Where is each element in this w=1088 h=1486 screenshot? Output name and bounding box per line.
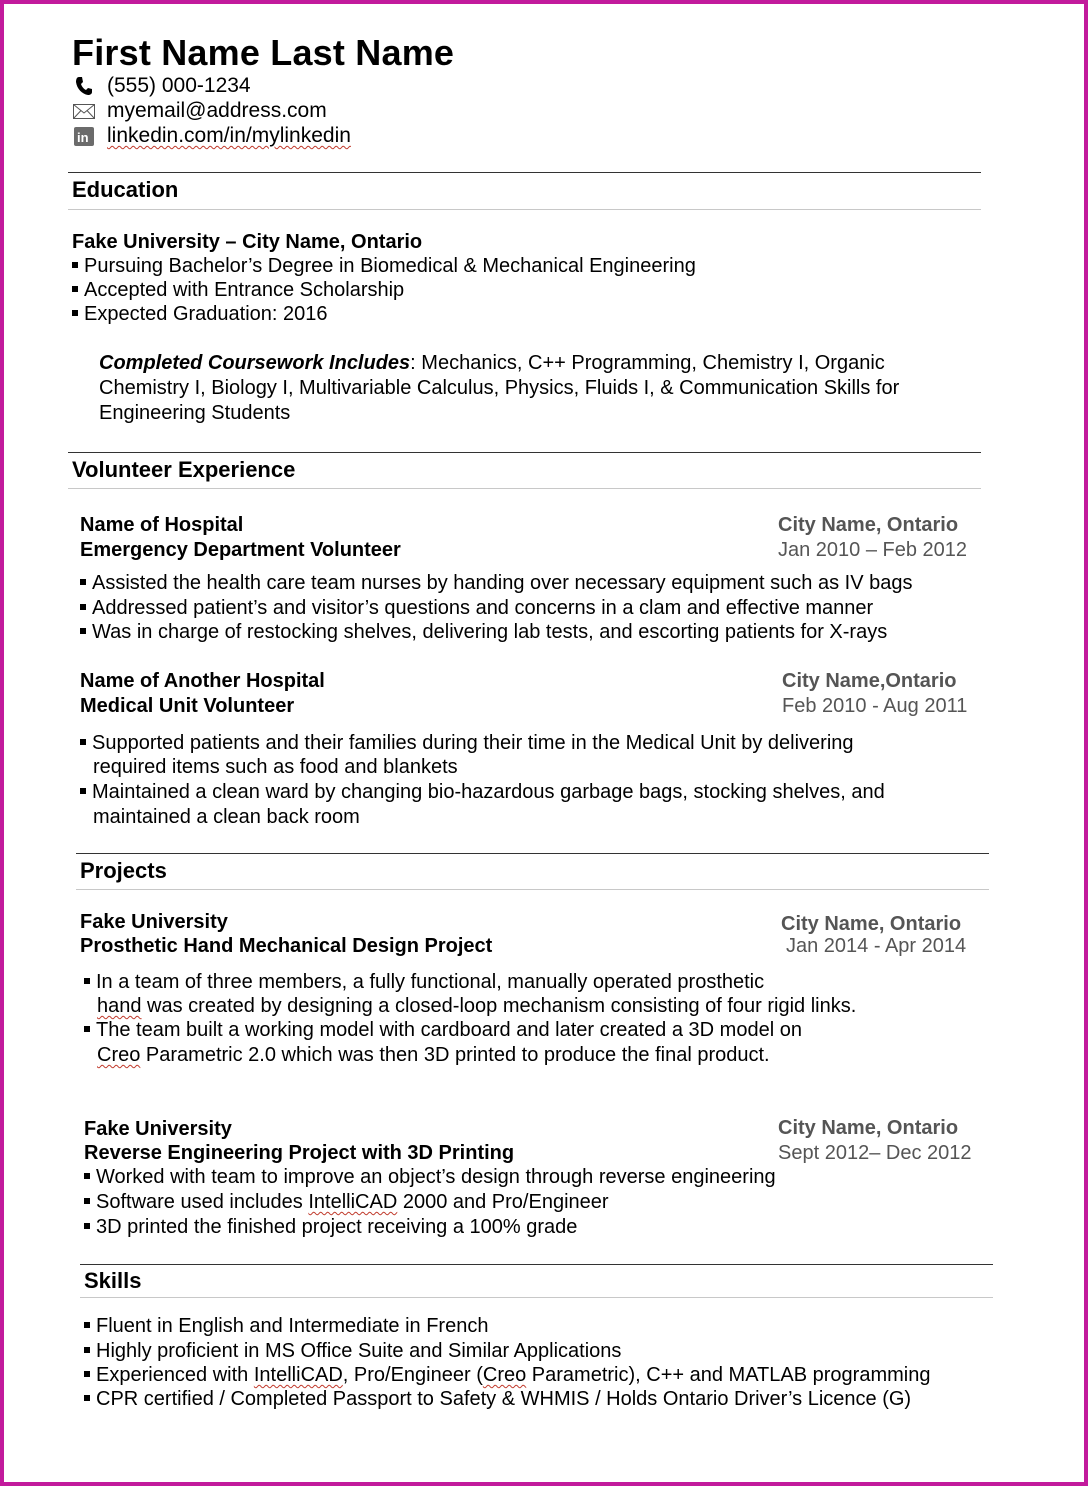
divider bbox=[68, 209, 981, 210]
list-item: Pursuing Bachelor’s Degree in Biomedical & Mechanical Engineering bbox=[72, 255, 696, 278]
job-org: Name of Hospital bbox=[80, 514, 244, 536]
list-item: Accepted with Entrance Scholarship bbox=[72, 279, 404, 302]
project-name: Prosthetic Hand Mechanical Design Project bbox=[80, 935, 493, 957]
job-role: Medical Unit Volunteer bbox=[80, 695, 295, 717]
project-org: Fake University bbox=[84, 1118, 232, 1140]
divider bbox=[80, 1264, 993, 1265]
skills-title: Skills bbox=[84, 1268, 142, 1293]
list-item: 3D printed the finished project receiving a 100% grade bbox=[84, 1216, 577, 1239]
project-location: City Name, Ontario bbox=[781, 913, 962, 935]
education-title: Education bbox=[72, 177, 179, 202]
list-item: Addressed patient’s and visitor’s questions and concerns in a clam and effective manner bbox=[80, 597, 873, 620]
job-dates: Jan 2010 – Feb 2012 bbox=[778, 539, 968, 561]
job-org: Name of Another Hospital bbox=[80, 670, 325, 692]
mail-icon bbox=[72, 101, 96, 121]
linkedin-icon bbox=[72, 126, 96, 146]
email-text[interactable]: myemail@address.com bbox=[107, 99, 327, 122]
list-item: Experienced with IntelliCAD, Pro/Engineer (Creo Parametric), C++ and MATLAB programming bbox=[84, 1364, 930, 1387]
list-item-cont: hand was created by designing a closed-loop mechanism consisting of four rigid links. bbox=[97, 995, 857, 1017]
divider bbox=[76, 853, 989, 854]
phone-text: (555) 000-1234 bbox=[107, 74, 251, 97]
job-location: City Name, Ontario bbox=[778, 514, 959, 536]
linkedin-text[interactable]: linkedin.com/in/mylinkedin bbox=[107, 124, 351, 147]
list-item-cont: required items such as food and blankets bbox=[93, 756, 458, 778]
projects-title: Projects bbox=[80, 858, 167, 883]
education-school: Fake University – City Name, Ontario bbox=[72, 231, 423, 253]
project-location: City Name, Ontario bbox=[778, 1117, 959, 1139]
list-item: The team built a working model with cardboard and later created a 3D model on bbox=[84, 1019, 802, 1042]
divider bbox=[68, 488, 981, 489]
list-item: Assisted the health care team nurses by handing over necessary equipment such as IV bags bbox=[80, 572, 912, 595]
volunteer-title: Volunteer Experience bbox=[72, 457, 296, 482]
list-item-cont: Creo Parametric 2.0 which was then 3D printed to produce the final product. bbox=[97, 1044, 770, 1066]
project-name: Reverse Engineering Project with 3D Printing bbox=[84, 1142, 515, 1164]
list-item: Worked with team to improve an object’s design through reverse engineering bbox=[84, 1166, 776, 1189]
list-item: Highly proficient in MS Office Suite and Similar Applications bbox=[84, 1340, 621, 1363]
coursework-line: Completed Coursework Includes: Mechanics, C++ Programming, Chemistry I, Organic bbox=[99, 352, 885, 374]
project-dates: Sept 2012– Dec 2012 bbox=[778, 1142, 972, 1164]
list-item: Expected Graduation: 2016 bbox=[72, 303, 328, 326]
divider bbox=[76, 889, 989, 890]
job-location: City Name,Ontario bbox=[782, 670, 957, 692]
coursework-line: Chemistry I, Biology I, Multivariable Calculus, Physics, Fluids I, & Communication Skills for bbox=[99, 377, 900, 399]
linkedin-row bbox=[72, 124, 351, 148]
list-item-cont: maintained a clean back room bbox=[93, 806, 360, 828]
list-item: In a team of three members, a fully functional, manually operated prosthetic bbox=[84, 971, 764, 994]
list-item: Supported patients and their families during their time in the Medical Unit by delivering bbox=[80, 732, 854, 755]
job-role: Emergency Department Volunteer bbox=[80, 539, 401, 561]
phone-row bbox=[72, 74, 251, 98]
list-item: Maintained a clean ward by changing bio-hazardous garbage bags, stocking shelves, and bbox=[80, 781, 885, 804]
svg-text:in: in bbox=[77, 129, 89, 145]
coursework-line: Engineering Students bbox=[99, 402, 291, 424]
candidate-name: First Name Last Name bbox=[72, 32, 455, 73]
list-item: Was in charge of restocking shelves, delivering lab tests, and escorting patients for X-rays bbox=[80, 621, 887, 644]
list-item: Software used includes IntelliCAD 2000 and Pro/Engineer bbox=[84, 1191, 609, 1214]
divider bbox=[68, 452, 981, 453]
project-org: Fake University bbox=[80, 911, 228, 933]
project-dates: Jan 2014 - Apr 2014 bbox=[786, 935, 967, 957]
divider bbox=[68, 172, 981, 173]
divider bbox=[80, 1297, 993, 1298]
job-dates: Feb 2010 - Aug 2011 bbox=[782, 695, 968, 717]
email-row bbox=[72, 99, 327, 123]
list-item: CPR certified / Completed Passport to Safety & WHMIS / Holds Ontario Driver’s Licence (G) bbox=[84, 1388, 911, 1411]
list-item: Fluent in English and Intermediate in French bbox=[84, 1315, 488, 1338]
phone-icon bbox=[72, 76, 96, 96]
